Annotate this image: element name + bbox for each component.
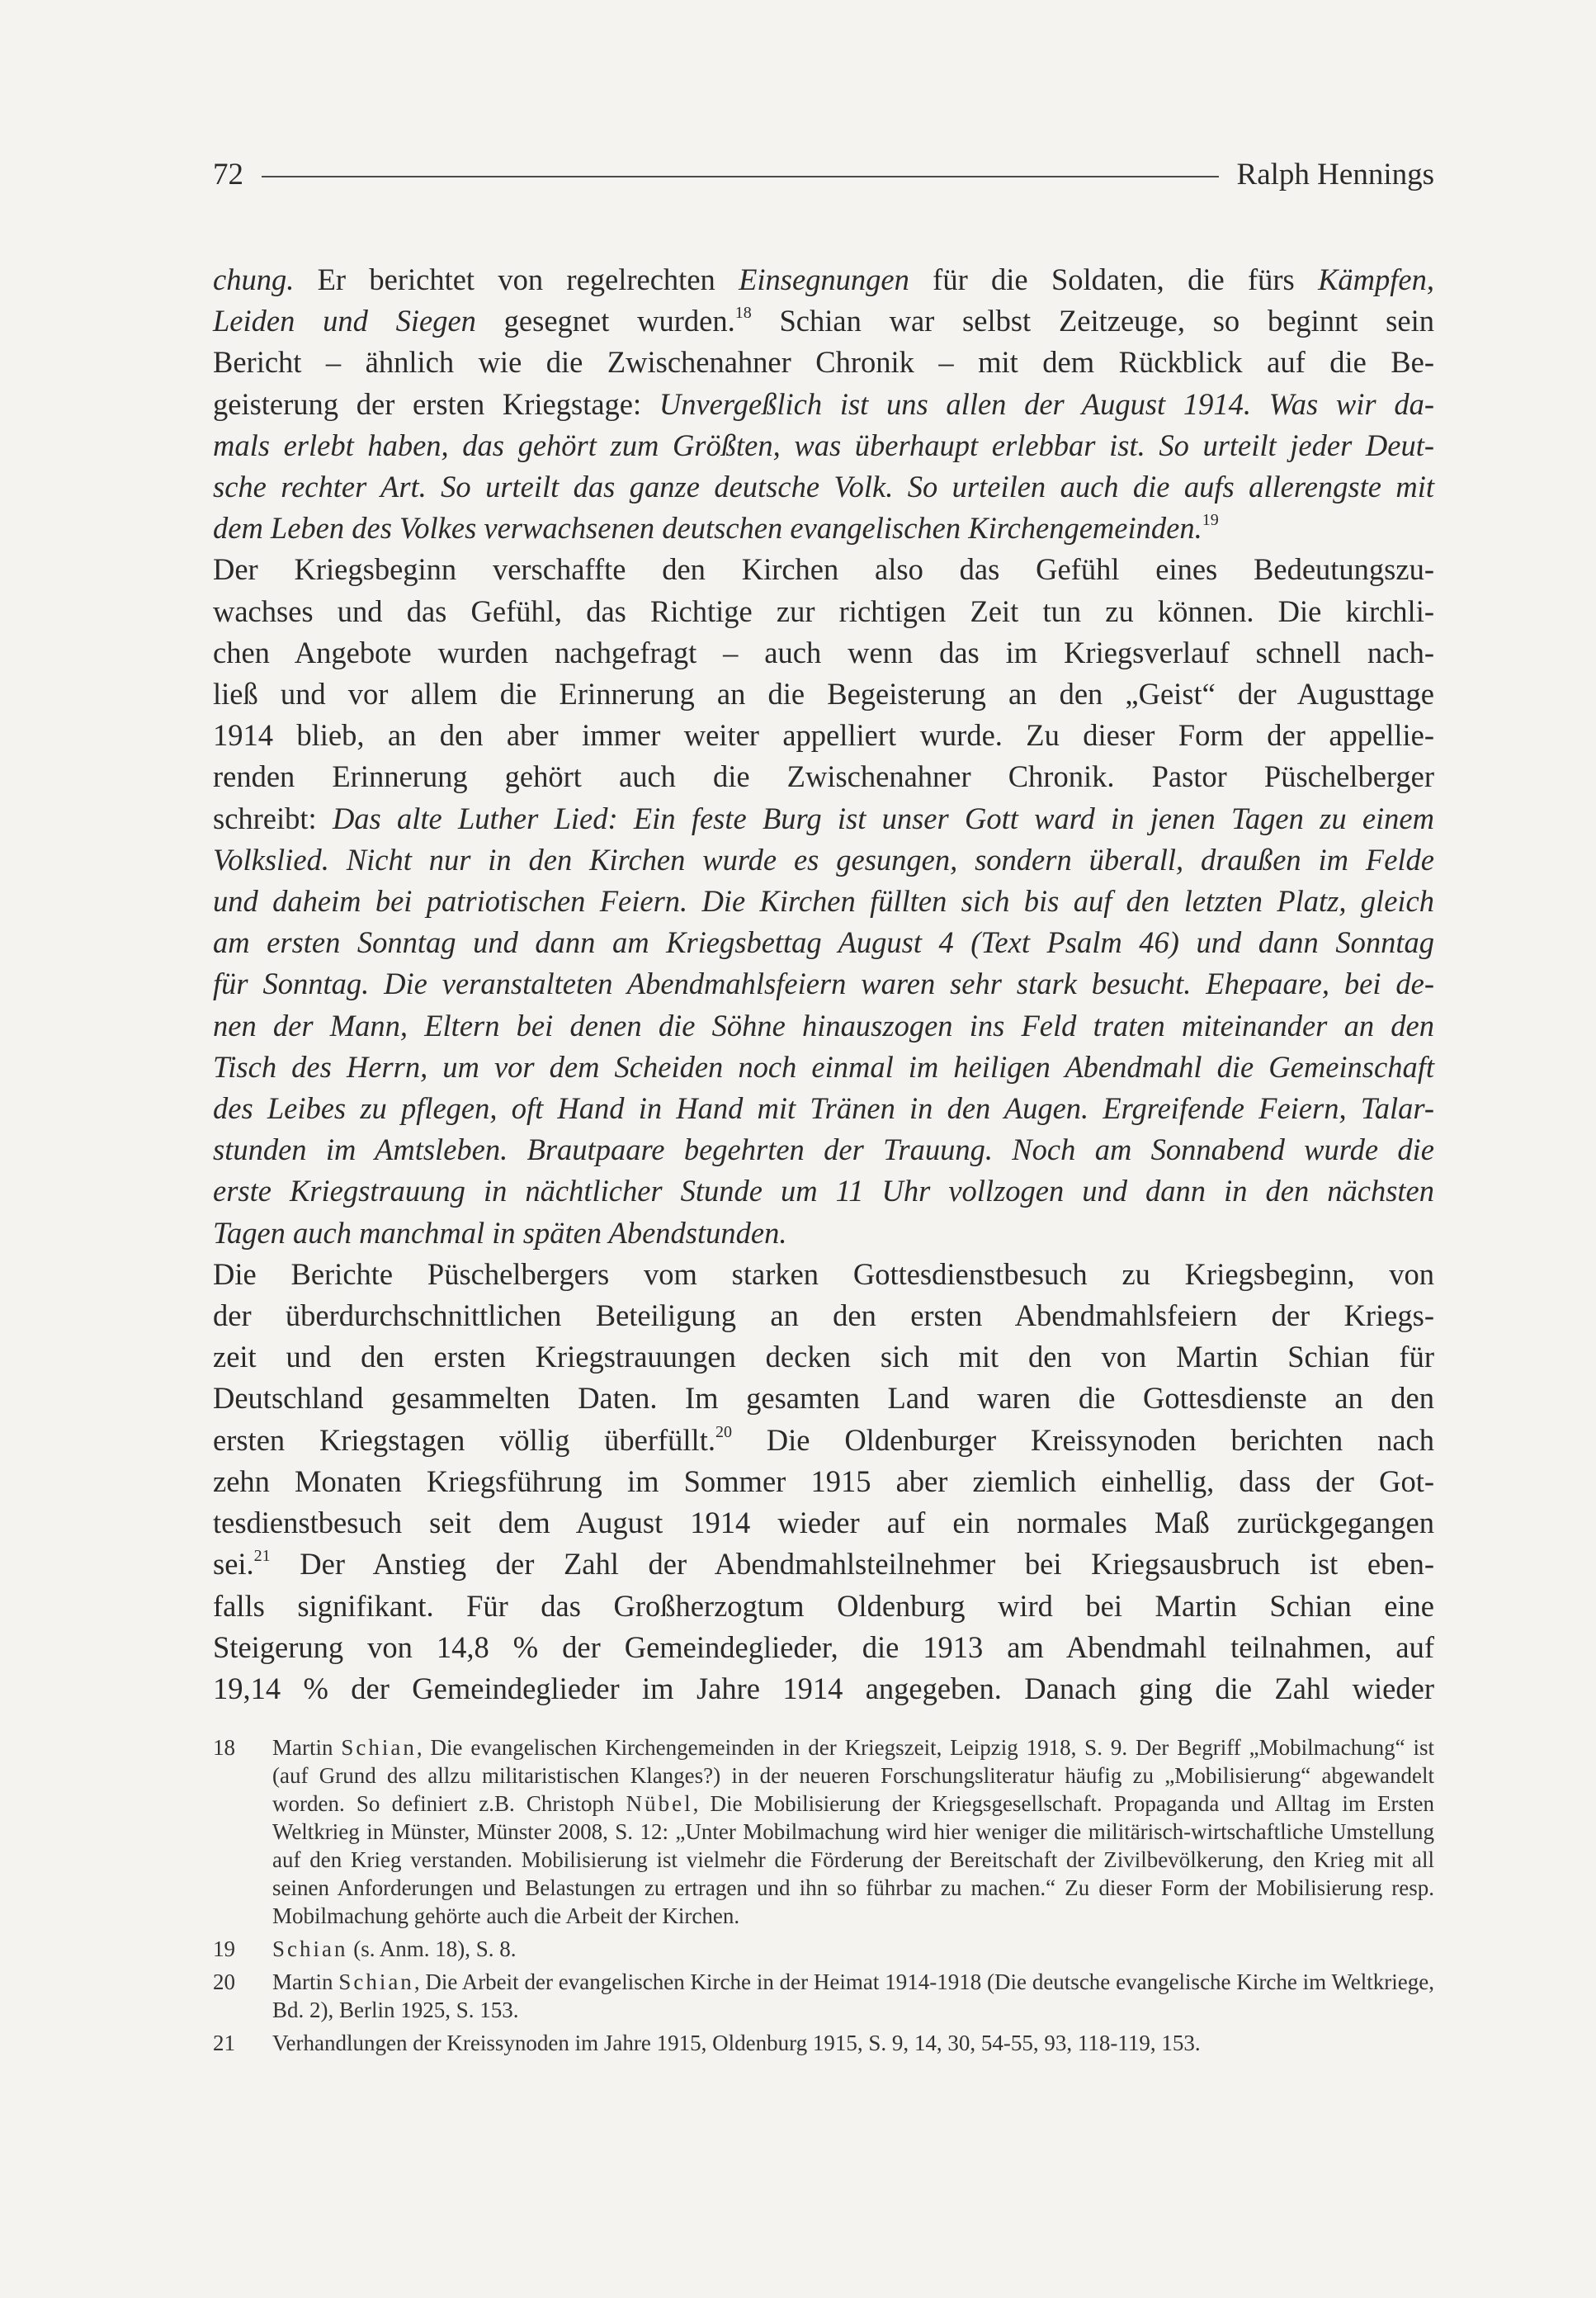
italic-span: am ersten Sonntag und dann am Kriegsbettag August 4 (Text Psalm 46) und dann Sonntag xyxy=(213,925,1434,960)
italic-span: dem Leben des Volkes verwachsenen deutschen evangelischen Kirchengemeinden. xyxy=(213,511,1202,546)
text-line: Deutschland gesammelten Daten. Im gesamten Land waren die Gottesdienste an den xyxy=(213,1381,1434,1416)
footnote-text: Verhandlungen der Kreissynoden im Jahre 1915, Oldenburg 1915, S. 9, 14, 30, 54-55, 93, 118-119, 153. xyxy=(272,2031,1201,2055)
text-span: Er berichtet von regelrechten xyxy=(294,262,739,296)
footnote-text xyxy=(272,1968,1434,2024)
text-line xyxy=(213,922,1434,963)
footnote-number: 20 xyxy=(213,1969,235,1994)
text-line xyxy=(213,466,1434,508)
italic-span: nen der Mann, Eltern bei denen die Söhne hinauszogen ins Feld traten miteinander an den xyxy=(213,1008,1434,1043)
text-line xyxy=(213,881,1434,922)
footnotes xyxy=(213,1733,1434,2062)
text-line: ließ und vor allem die Erinnerung an die Begeisterung an den „Geist“ der Augusttage xyxy=(213,677,1434,712)
text-line: 19,14 % der Gemeindeglieder im Jahre 1914 angegeben. Danach ging die Zahl wieder xyxy=(213,1671,1434,1705)
text-line xyxy=(213,1213,1434,1254)
italic-span: Unvergeßlich ist uns allen der August 1914. Was wir da- xyxy=(659,386,1434,421)
text-line xyxy=(213,1170,1434,1212)
text-span: Die Oldenburger Kreissynoden berichten nach xyxy=(731,1422,1435,1457)
footnote-18 xyxy=(213,1733,1434,1930)
italic-span: Tisch des Herrn, um vor dem Scheiden noch einmal im heiligen Abendmahl die Gemeinschaft xyxy=(213,1049,1434,1084)
footnote-ref-19[interactable]: 19 xyxy=(1202,511,1219,530)
text-line: zehn Monaten Kriegsführung im Sommer 1915 aber ziemlich einhellig, dass der Got- xyxy=(213,1463,1434,1498)
text-line xyxy=(213,1005,1434,1047)
text-line: der überdurchschnittlichen Beteiligung an den ersten Abendmahlsfeiern der Kriegs- xyxy=(213,1298,1434,1333)
italic-span: stunden im Amtsleben. Brautpaare begehrten der Trauung. Noch am Sonnabend wurde die xyxy=(213,1132,1434,1167)
footnote-text xyxy=(272,1733,1434,1930)
text-span: schreibt: xyxy=(213,801,333,835)
footnote-ref-18[interactable]: 18 xyxy=(734,304,752,323)
author-name: Schian xyxy=(272,1936,348,1961)
text-span: für die Soldaten, die fürs xyxy=(909,262,1319,296)
footnote-number: 18 xyxy=(213,1735,235,1760)
text-line: 1914 blieb, an den aber immer weiter appelliert wurde. Zu dieser Form der appellie- xyxy=(213,718,1434,753)
paragraph-3 xyxy=(213,1254,1434,1709)
text-line: tesdienstbesuch seit dem August 1914 wieder auf ein normales Maß zurückgegangen xyxy=(213,1506,1434,1540)
author-name: Schian xyxy=(338,1969,414,1994)
text-line: Steigerung von 14,8 % der Gemeindeglieder, die 1913 am Abendmahl teilnahmen, auf xyxy=(213,1629,1434,1664)
text-line: renden Erinnerung gehört auch die Zwischenahner Chronik. Pastor Püschelberger xyxy=(213,759,1434,794)
text-span: Der Anstieg der Zahl der Abendmahlsteilnehmer bei Kriegsausbruch ist eben- xyxy=(270,1547,1434,1582)
author-name: Schian xyxy=(341,1735,417,1760)
text-span: geisterung der ersten Kriegstage: xyxy=(213,386,659,421)
text-line xyxy=(213,259,1434,300)
text-span: gesegnet wurden. xyxy=(475,304,735,338)
author-name: Nübel xyxy=(626,1791,693,1816)
footnote-20 xyxy=(213,1968,1434,2024)
text-line xyxy=(213,1420,1434,1461)
text-line xyxy=(213,508,1434,549)
text-line xyxy=(213,798,1434,839)
page-number: 72 xyxy=(213,158,243,192)
text-span: Martin xyxy=(272,1735,342,1760)
text-span: , Die Mobilisierung der Kriegsgesellschaft. Propaganda und Alltag im Ersten Weltkrieg in Münster, Münster 2008, S. 12: „Unter Mobilmachung wird hier weniger die militärisch-wirtschaftliche Umstellung auf den Krieg verstanden. Mobilisierung ist vielmehr die Förderung der Bereitschaft der Zivilbevölkerung, den Krieg mit all seinen Anforderungen und Belastungen zu ertragen und ihn so führbar zu machen.“ Zu dieser Form der Mobilisierung resp. Mobilmachung gehörte auch die Arbeit der Kirchen. xyxy=(272,1791,1434,1928)
italic-span: des Leibes zu pflegen, oft Hand in Hand mit Tränen in den Augen. Ergreifende Feiern, Talar- xyxy=(213,1091,1434,1126)
running-header xyxy=(213,157,1434,192)
text-span: (s. Anm. 18), S. 8. xyxy=(347,1936,517,1961)
italic-span: Kämpfen, xyxy=(1318,262,1434,296)
text-line xyxy=(213,839,1434,881)
text-line: Bericht – ähnlich wie die Zwischenahner Chronik – mit dem Rückblick auf die Be- xyxy=(213,345,1434,380)
text-span: , Die Arbeit der evangelischen Kirche in der Heimat 1914-1918 (Die deutsche evangelische Kirche im Weltkriege, Bd. 2), Berlin 1925, S. 153. xyxy=(272,1969,1434,2022)
text-span: Schian war selbst Zeitzeuge, so beginnt sein xyxy=(751,304,1434,338)
italic-span: und daheim bei patriotischen Feiern. Die Kirchen füllten sich bis auf den letzten Platz, gleich xyxy=(213,884,1434,919)
text-span: , Die evangelischen Kirchengemeinden in der Kriegszeit, Leipzig 1918, S. 9. Der Begriff „Mobilmachung“ ist (auf Grund des allzu militaristischen Klanges?) in der neueren Forschungsliteratur häufig zu „Mobilisierung“ abgewandelt worden. So definiert z.B. Christoph xyxy=(272,1735,1434,1816)
italic-span: sche rechter Art. So urteilt das ganze deutsche Volk. So urteilen auch die aufs allerengste mit xyxy=(213,470,1434,504)
text-line: chen Angebote wurden nachgefragt – auch wenn das im Kriegsverlauf schnell nach- xyxy=(213,635,1434,669)
text-line: falls signifikant. Für das Großherzogtum Oldenburg wird bei Martin Schian eine xyxy=(213,1588,1434,1623)
text-line xyxy=(213,384,1434,425)
paragraph-2 xyxy=(213,549,1434,1253)
text-line xyxy=(213,963,1434,1005)
text-line xyxy=(213,425,1434,466)
text-line: Der Kriegsbeginn verschaffte den Kirchen also das Gefühl eines Bedeutungszu- xyxy=(213,552,1434,587)
text-line xyxy=(213,300,1434,342)
italic-span: Leiden und Siegen xyxy=(213,304,476,338)
text-line: zeit und den ersten Kriegstrauungen decken sich mit den von Martin Schian für xyxy=(213,1340,1434,1374)
italic-span: chung. xyxy=(213,262,295,296)
italic-span: Volkslied. Nicht nur in den Kirchen wurde es gesungen, sondern überall, draußen im Felde xyxy=(213,842,1434,877)
main-text xyxy=(213,259,1434,1709)
italic-span: für Sonntag. Die veranstalteten Abendmahlsfeiern waren sehr stark besucht. Ehepaare, bei de- xyxy=(213,967,1434,1001)
text-line xyxy=(213,1088,1434,1129)
text-span: Martin xyxy=(272,1969,339,1994)
text-line xyxy=(213,1129,1434,1170)
footnote-ref-21[interactable]: 21 xyxy=(253,1547,271,1566)
paragraph-1 xyxy=(213,259,1434,549)
italic-span: Einsegnungen xyxy=(739,262,909,296)
text-span: sei. xyxy=(213,1547,254,1582)
italic-span: mals erlebt haben, das gehört zum Größten, was überhaupt erlebbar ist. So urteilt jeder Deut- xyxy=(213,428,1434,462)
header-rule xyxy=(262,176,1219,177)
footnote-number: 19 xyxy=(213,1936,235,1961)
text-line: Die Berichte Püschelbergers vom starken Gottesdienstbesuch zu Kriegsbeginn, von xyxy=(213,1256,1434,1291)
italic-span: Tagen auch manchmal in späten Abendstunden. xyxy=(213,1215,787,1250)
text-line: wachses und das Gefühl, das Richtige zur richtigen Zeit tun zu können. Die kirchli- xyxy=(213,593,1434,628)
text-span: ersten Kriegstagen völlig überfüllt. xyxy=(213,1422,715,1457)
running-head-author: Ralph Hennings xyxy=(1236,158,1434,192)
italic-span: erste Kriegstrauung in nächtlicher Stunde um 11 Uhr vollzogen und dann in den nächsten xyxy=(213,1174,1434,1208)
footnote-21 xyxy=(213,2029,1434,2057)
footnote-number: 21 xyxy=(213,2031,235,2055)
italic-span: Das alte Luther Lied: Ein feste Burg ist unser Gott ward in jenen Tagen zu einem xyxy=(332,801,1434,835)
text-line xyxy=(213,1047,1434,1088)
text-line xyxy=(213,1544,1434,1585)
footnote-ref-20[interactable]: 20 xyxy=(715,1422,732,1441)
footnote-19 xyxy=(213,1935,1434,1963)
footnote-text xyxy=(272,1935,1434,1963)
